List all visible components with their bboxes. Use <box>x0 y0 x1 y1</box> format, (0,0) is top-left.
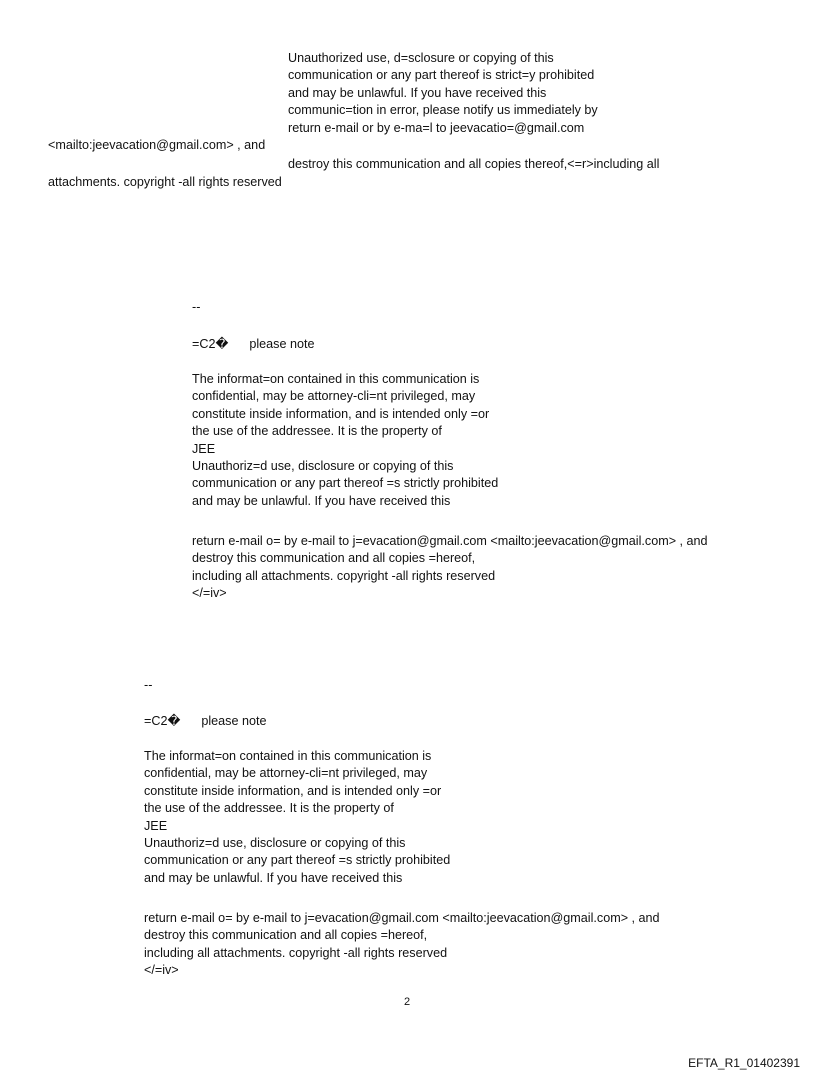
middle-separator: -- <box>192 300 201 314</box>
lower-p1-line: confidential, may be attorney-cli=nt privileged, may <box>144 766 428 781</box>
lower-note: =C2� please note <box>144 714 267 728</box>
lower-p1-line: constitute inside information, and is intended only =or <box>144 783 442 798</box>
lower-separator: -- <box>144 678 153 692</box>
middle-p2-line: destroy this communication and all copies =hereof, <box>192 551 476 566</box>
middle-p1-line: and may be unlawful. If you have received this <box>192 493 451 508</box>
middle-p1-line: confidential, may be attorney-cli=nt privileged, may <box>192 389 476 404</box>
lower-p1-line: The informat=on contained in this communication is <box>144 749 432 763</box>
page-number: 2 <box>404 996 411 1008</box>
lower-note-block <box>144 713 266 730</box>
middle-p2-line: including all attachments. copyright -all rights reserved <box>192 568 496 583</box>
lower-p2-line: including all attachments. copyright -all rights reserved <box>144 945 448 960</box>
top-line-3: and may be unlawful. If you have received this <box>288 86 547 100</box>
top-line-2: communication or any part thereof is strict=y prohibited <box>288 68 595 82</box>
lower-p1-line: communication or any part thereof =s strictly prohibited <box>144 853 451 868</box>
middle-note: =C2� please note <box>192 337 315 351</box>
middle-p1-line: the use of the addressee. It is the property of <box>192 424 442 439</box>
lower-p1-line: and may be unlawful. If you have received this <box>144 870 403 885</box>
middle-block <box>192 299 200 316</box>
lower-p1-line: the use of the addressee. It is the property of <box>144 801 394 816</box>
top-line-5: return e-mail or by e-ma=l to jeevacatio=@gmail.com <box>288 121 585 135</box>
top-line-7: destroy this communication and all copies thereof,<=r>including all <box>288 157 660 171</box>
lower-p1-line: Unauthoriz=d use, disclosure or copying of this <box>144 836 406 851</box>
middle-p1-line: JEE <box>192 441 216 456</box>
lower-paragraph-1 <box>144 748 450 887</box>
top-line-1: Unauthorized use, d=sclosure or copying of this <box>288 51 554 65</box>
lower-paragraph-2 <box>144 910 660 980</box>
middle-p1-line: Unauthoriz=d use, disclosure or copying of this <box>192 459 454 474</box>
middle-paragraph-2 <box>192 533 708 603</box>
middle-p1-line: The informat=on contained in this communication is <box>192 372 480 386</box>
lower-block <box>144 677 152 694</box>
lower-p2-line: return e-mail o= by e-mail to j=evacation@gmail.com <mailto:jeevacation@gmail.com> , and <box>144 911 660 925</box>
top-line-6: <mailto:jeevacation@gmail.com> , and <box>48 138 266 152</box>
lower-p2-line: destroy this communication and all copies =hereof, <box>144 928 428 943</box>
middle-p2-line: return e-mail o= by e-mail to j=evacation@gmail.com <mailto:jeevacation@gmail.com> , and <box>192 534 708 548</box>
lower-p2-line: </=iv> <box>144 963 179 978</box>
lower-p1-line: JEE <box>144 818 168 833</box>
top-line-4: communic=tion in error, please notify us immediately by <box>288 103 598 117</box>
document-id: EFTA_R1_01402391 <box>688 1056 800 1070</box>
middle-note-block <box>192 336 314 353</box>
middle-p2-line: </=iv> <box>192 586 227 601</box>
middle-p1-line: constitute inside information, and is intended only =or <box>192 406 490 421</box>
middle-paragraph-1 <box>192 371 498 510</box>
middle-p1-line: communication or any part thereof =s strictly prohibited <box>192 476 499 491</box>
top-line-8: attachments. copyright -all rights reserved <box>48 175 282 189</box>
